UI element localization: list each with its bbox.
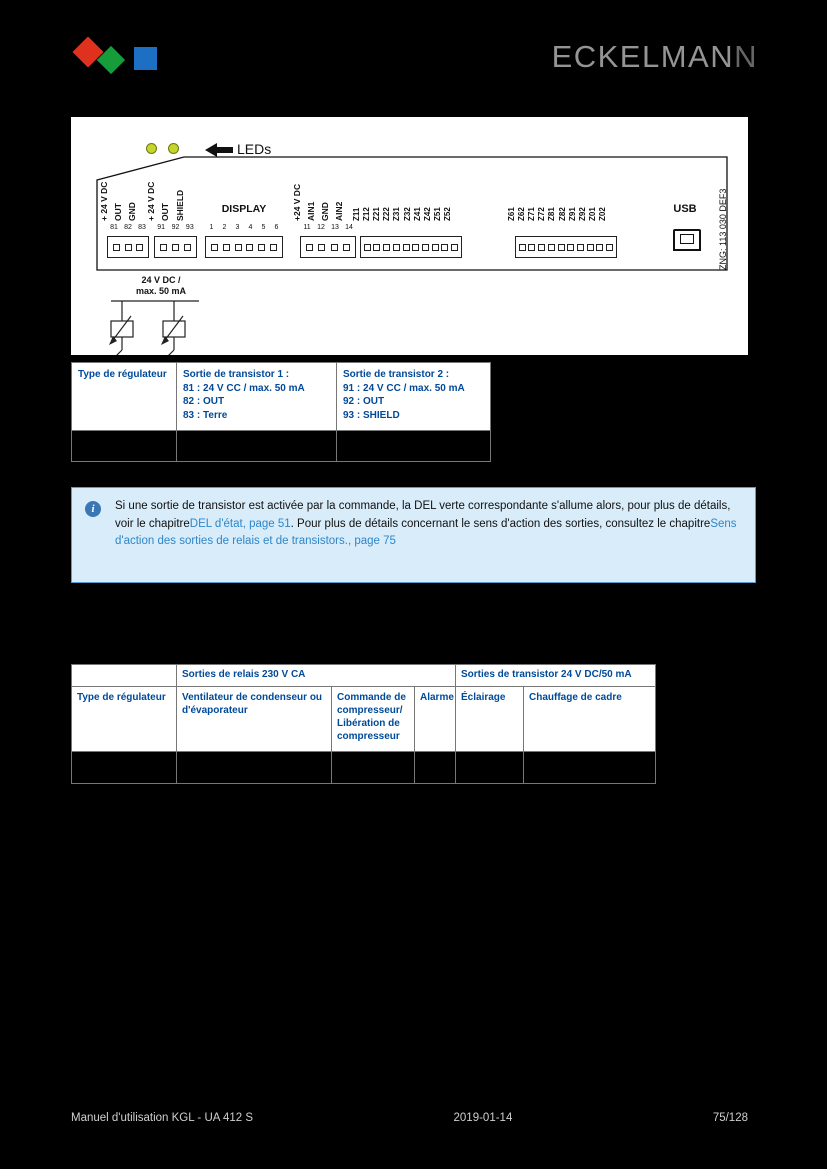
table2-group-transistor: Sorties de transistor 24 V DC/50 mA [456,665,656,687]
logo-blue-square-icon [134,47,157,70]
terminal-numbers-81-83: 81 82 83 [110,224,146,231]
pin-label: + 24 V DC [146,181,156,221]
table1-body-cell [177,431,337,462]
table2-header-type: Type de régulateur [72,687,177,752]
pin-label: Z92 [578,207,587,221]
usb-label: USB [673,203,697,215]
display-label: DISPLAY [221,203,267,215]
supply-label: 24 V DC / max. 50 mA [135,275,187,296]
outputs-overview-table [71,664,656,784]
pin-label: Z31 [392,207,401,221]
eckelmann-logo [71,36,166,80]
info-note [71,487,756,583]
usb-port-icon [673,229,701,251]
table2-group-relay: Sorties de relais 230 V CA [177,665,456,687]
table1-header-type: Type de régulateur [72,363,177,431]
table1-header-transistor2: Sortie de transistor 2 : 91 : 24 V CC / max. 50 mA 92 : OUT 93 : SHIELD [337,363,491,431]
pin-label: Z62 [517,207,526,221]
pin-label: GND [320,202,330,221]
page-footer [71,1112,748,1124]
led-green-2 [168,143,179,154]
terminal-numbers-11-14: 11 12 13 14 [303,224,353,231]
pin-label: Z71 [527,207,536,221]
pin-label: Z81 [547,207,556,221]
terminal-diagram-panel [71,117,748,355]
pin-label: Z42 [423,207,432,221]
link-del-etat[interactable]: DEL d'état, page 51 [189,517,291,530]
pin-label: Z52 [443,207,452,221]
brand-wordmark [552,39,758,75]
info-icon: i [85,501,101,517]
terminal-numbers-91-93: 91 92 93 [157,224,194,231]
pin-label: SHIELD [175,189,185,221]
terminal-block-81-83 [107,236,149,258]
pin-label: Z21 [372,207,381,221]
table2-body-cell [72,752,177,784]
pin-label: AIN1 [306,201,316,221]
terminal-block-91-93 [154,236,197,258]
pin-label: Z91 [568,207,577,221]
terminal-block-z61-z02 [515,236,617,258]
pin-label: Z51 [433,207,442,221]
pin-label: Z41 [413,207,422,221]
table2-body-cell [177,752,332,784]
brand-main: ECKELMAN [551,39,735,74]
table2-body-cell [332,752,415,784]
transistor-outputs-table [71,362,491,462]
footer-page-number: 75/128 [712,1112,748,1124]
table1-body-cell [72,431,177,462]
pin-label: Z82 [558,207,567,221]
pin-label: + 24 V DC [99,181,109,221]
footer-date: 2019-01-14 [453,1112,513,1124]
terminal-block-display [205,236,283,258]
table1-header-transistor1: Sortie de transistor 1 : 81 : 24 V CC / max. 50 mA 82 : OUT 83 : Terre [177,363,337,431]
terminal-numbers-display: 1 2 3 4 5 6 [209,224,279,231]
pin-label: Z02 [598,207,607,221]
drawing-number: ZNG: 113 030 DEF3 [718,188,728,270]
pin-label: Z32 [403,207,412,221]
table2-header-eclairage: Éclairage [456,687,524,752]
pin-label: Z22 [382,207,391,221]
pin-label: Z61 [507,207,516,221]
pin-label: AIN2 [334,201,344,221]
table2-body-cell [456,752,524,784]
pin-label: +24 V DC [292,183,302,221]
pin-label: Z72 [537,207,546,221]
terminal-block-z11-z52 [360,236,462,258]
table2-header-alarme: Alarme [415,687,456,752]
table2-body-cell [415,752,456,784]
footer-document-title: Manuel d'utilisation KGL - UA 412 S [71,1112,254,1124]
pin-label: Z01 [588,207,597,221]
terminal-block-11-14 [300,236,356,258]
link-sens-action[interactable]: Sens d'action des sorties de relais et de transistors., page 75 [115,517,737,547]
brand-last-letter: N [734,39,758,74]
note-segment: . Pour plus de détails concernant le sens d'action des sorties, consultez le chapitre [290,517,711,530]
pin-label: GND [127,202,137,221]
pin-label: OUT [160,203,170,221]
table2-header-commande: Commande de compresseur/ Libération de compresseur [332,687,415,752]
table2-header-ventilateur: Ventilateur de condenseur ou d'évaporateur [177,687,332,752]
table1-body-cell [337,431,491,462]
leds-label: LEDs [237,141,272,157]
table2-body-cell [524,752,656,784]
table2-header-chauffage: Chauffage de cadre [524,687,656,752]
pin-label: Z12 [362,207,371,221]
pin-label: OUT [113,203,123,221]
pin-label: Z11 [352,207,361,221]
note-text [115,498,743,551]
note-segment: Si une sortie de transistor est activée par la commande, la DEL verte correspondante s'allume alors, pour plus de détails, voir le chapitre [115,500,731,530]
led-green-1 [146,143,157,154]
table2-group-empty [72,665,177,687]
